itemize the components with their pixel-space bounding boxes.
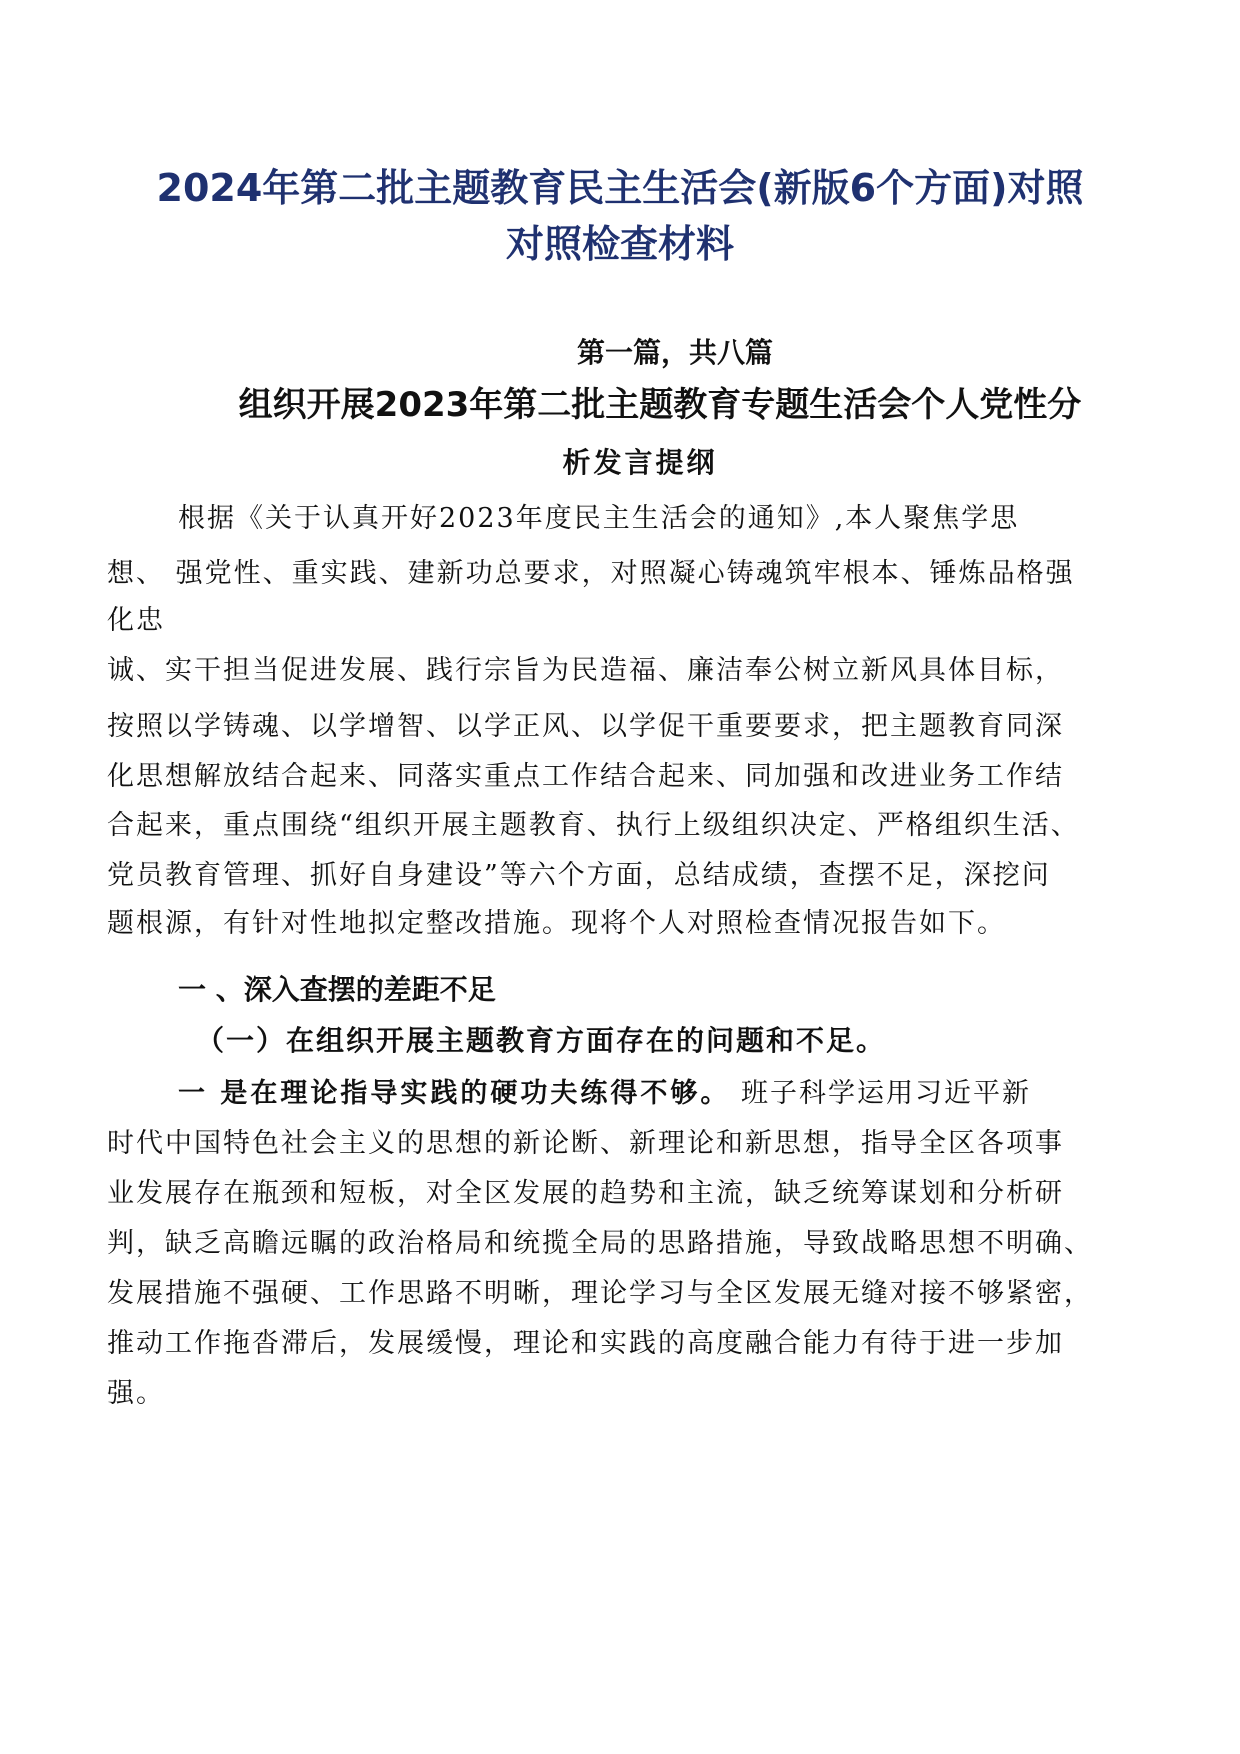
point-1-line-2: 时代中国特色社会主义的思想的新论断、新理论和新思想，指导全区各项事 bbox=[107, 1128, 1064, 1159]
point-1-line-6: 推动工作拖沓滞后，发展缓慢，理论和实践的高度融合能力有待于进一步加 bbox=[107, 1328, 1064, 1359]
point-1-line-7: 强。 bbox=[107, 1378, 165, 1409]
intro-line-5: 按照以学铸魂、以学增智、以学正风、以学促干重要要求，把主题教育同深 bbox=[107, 711, 1064, 742]
part-label: 第一篇，共八篇 bbox=[576, 336, 773, 369]
document-title-line-2: 对照检查材料 bbox=[505, 222, 734, 266]
intro-line-4: 诚、实干担当促进发展、践行宗旨为民造福、廉洁奉公树立新风具体目标， bbox=[107, 655, 1064, 686]
point-1-line-3: 业发展存在瓶颈和短板，对全区发展的趋势和主流，缺乏统筹谋划和分析研 bbox=[107, 1178, 1064, 1209]
intro-line-8: 党员教育管理、抓好自身建设”等六个方面，总结成绩，查摆不足，深挖问 bbox=[107, 860, 1051, 891]
document-title-line-1: 2024年第二批主题教育民主生活会(新版6个方面)对照 bbox=[156, 166, 1084, 210]
intro-line-2: 想、 强党性、重实践、建新功总要求，对照凝心铸魂筑牢根本、锤炼品格强 bbox=[107, 558, 1075, 589]
intro-line-3: 化忠 bbox=[107, 605, 165, 636]
point-1-first-line bbox=[178, 1075, 1031, 1113]
point-1-line-5: 发展措施不强硬、工作思路不明晰，理论学习与全区发展无缝对接不够紧密， bbox=[107, 1278, 1093, 1309]
intro-line-1: 根据《关于认真开好2023年度民主生活会的通知》,本人聚焦学思 bbox=[178, 503, 1020, 534]
intro-line-6: 化思想解放结合起来、同落实重点工作结合起来、同加强和改进业务工作结 bbox=[107, 761, 1064, 792]
section-sub-heading: （一）在组织开展主题教育方面存在的问题和不足。 bbox=[196, 1024, 887, 1057]
point-1-line-4: 判，缺乏高瞻远瞩的政治格局和统揽全局的思路措施，导致战略思想不明确、 bbox=[107, 1228, 1093, 1259]
intro-line-7: 合起来，重点围绕“组织开展主题教育、执行上级组织决定、严格组织生活、 bbox=[107, 810, 1080, 841]
point-1-lead-rest: 班子科学运用习近平新 bbox=[730, 1078, 1031, 1109]
point-1-lead: 一 是在理论指导实践的硬功夫练得不够。 bbox=[178, 1078, 731, 1109]
section-heading: 一 、深入查摆的差距不足 bbox=[178, 973, 496, 1006]
subtitle-line-1: 组织开展2023年第二批主题教育专题生活会个人党性分 bbox=[238, 385, 1082, 425]
intro-line-9: 题根源，有针对性地拟定整改措施。现将个人对照检查情况报告如下。 bbox=[107, 908, 1006, 939]
subtitle-line-2: 析发言提纲 bbox=[562, 446, 718, 479]
